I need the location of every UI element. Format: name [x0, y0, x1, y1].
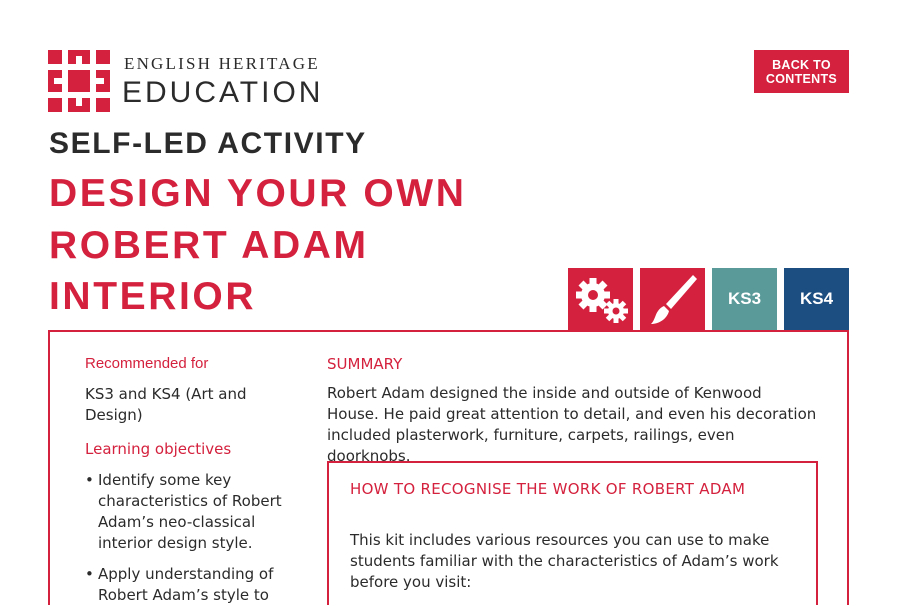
gears-icon [571, 271, 631, 327]
back-button-line2: CONTENTS [765, 71, 838, 86]
page-title-line-3: INTERIOR [49, 275, 257, 318]
learning-objectives-heading: Learning objectives [85, 440, 232, 458]
ks4-badge: KS4 [784, 268, 849, 330]
activity-kicker: SELF-LED ACTIVITY [49, 127, 367, 160]
paintbrush-tile [640, 268, 705, 330]
recognise-text: This kit includes various resources you can use to make students familiar with the characteristics of Adam’s work before you visit: [350, 531, 779, 591]
english-heritage-logo-icon [48, 50, 110, 112]
paintbrush-icon [647, 271, 699, 327]
brand-education: EDUCATION [122, 76, 324, 109]
summary-heading: SUMMARY [327, 355, 403, 373]
recommended-value: KS3 and KS4 (Art and Design) [85, 385, 247, 424]
list-item: • Identify some key characteristics of Robert Adam’s neo-classical interior design style. [85, 470, 300, 554]
learning-objectives-list [85, 470, 300, 605]
recommended-heading: Recommended for [85, 355, 209, 372]
list-item: • Apply understanding of Robert Adam’s style to [85, 564, 300, 605]
page-title-line-1: DESIGN YOUR OWN [49, 172, 467, 215]
back-to-contents-button[interactable] [754, 50, 849, 93]
summary-text: Robert Adam designed the inside and outside of Kenwood House. He paid great attention to detail, and even his decoration included plasterwork, furniture, carpets, railings, even doorknobs. [327, 384, 817, 465]
ks3-badge: KS3 [712, 268, 777, 330]
back-button-line1: BACK TO [772, 57, 831, 72]
brand-name: ENGLISH HERITAGE [124, 54, 320, 73]
page-title-line-2: ROBERT ADAM [49, 224, 369, 267]
gears-tile [568, 268, 633, 330]
recognise-heading: HOW TO RECOGNISE THE WORK OF ROBERT ADAM [350, 480, 746, 498]
